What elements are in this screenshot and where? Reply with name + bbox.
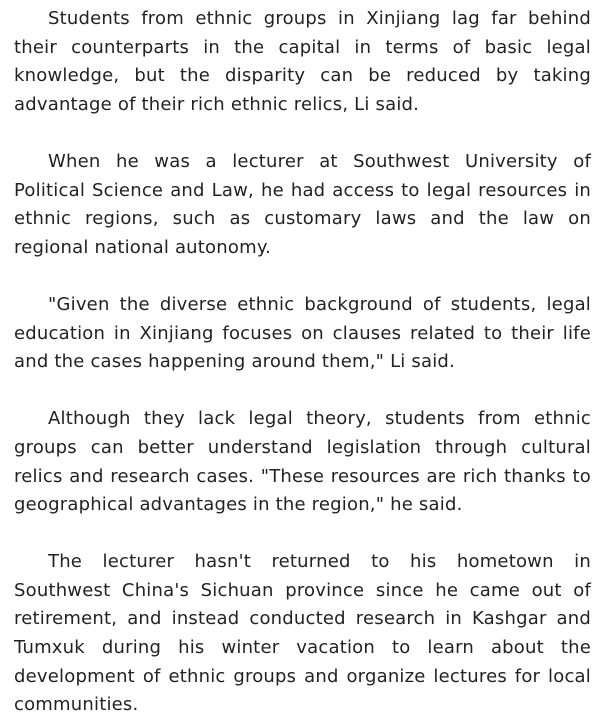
article-paragraph: Although they lack legal theory, students from ethnic groups can better understand legislation through cultural relics and research cases. "These resources are rich thanks to geographical advantages in the region," he said. — [14, 408, 591, 516]
article-paragraph: When he was a lecturer at Southwest University of Political Science and Law, he had access to legal resources in ethnic regions, such as customary laws and the law on regional national autonomy. — [14, 150, 591, 258]
article-paragraph: "Given the diverse ethnic background of students, legal education in Xinjiang focuses on clauses related to their life and the cases happening around them," Li said. — [14, 293, 591, 373]
article-paragraph: Students from ethnic groups in Xinjiang lag far behind their counterparts in the capital in terms of basic legal knowledge, but the disparity can be reduced by taking advantage of their rich ethnic relics, Li said. — [14, 8, 591, 115]
article-paragraph: The lecturer hasn't returned to his hometown in Southwest China's Sichuan province since he came out of retirement, and instead conducted research in Kashgar and Tumxuk during his winter vacation to learn about the development of ethnic groups and organize lectures for local communities. — [14, 551, 591, 716]
